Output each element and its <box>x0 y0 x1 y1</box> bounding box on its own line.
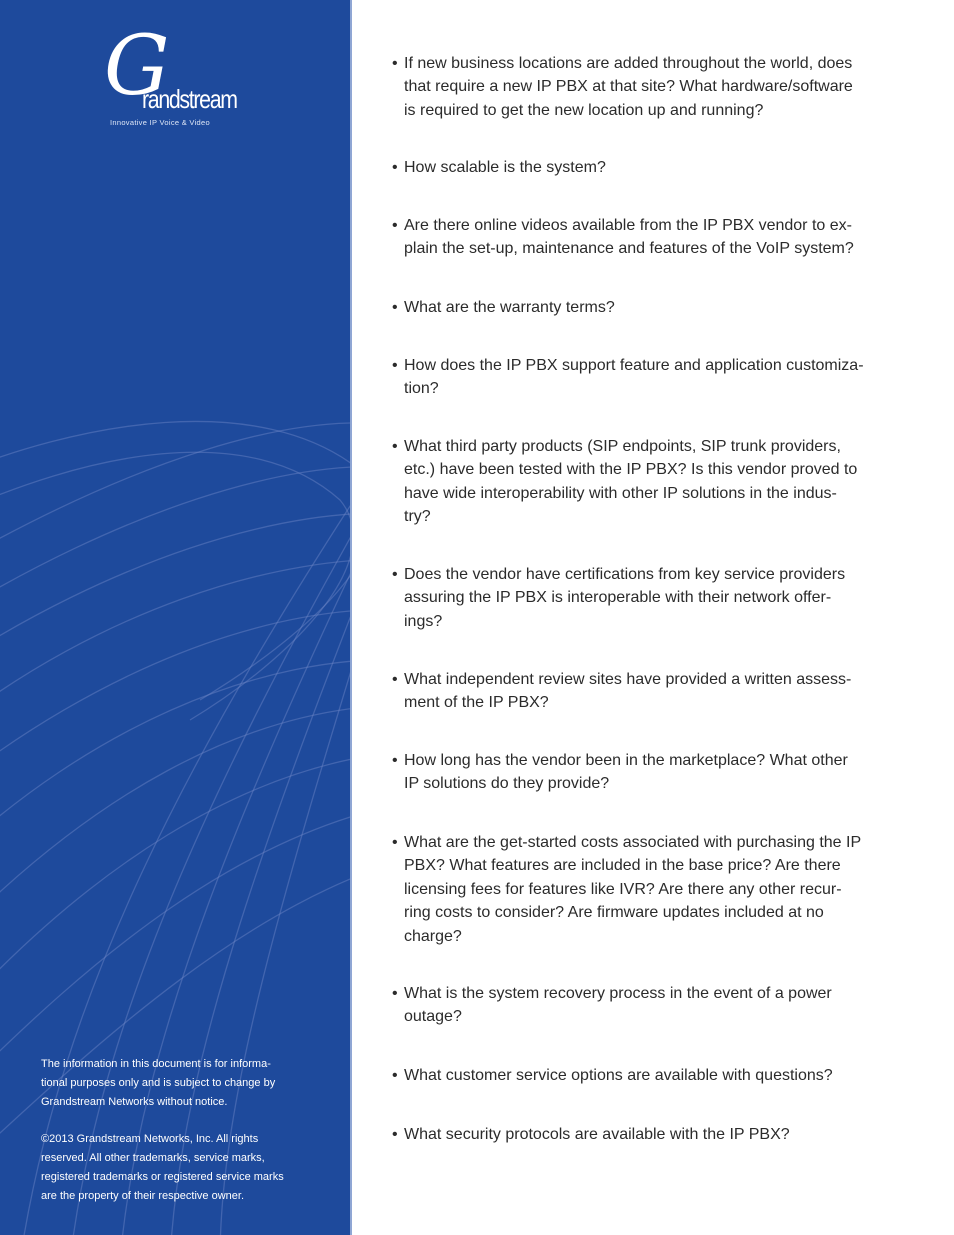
question-text: How long has the vendor been in the marketplace? What other IP solutions do they provide? <box>404 752 848 793</box>
question-item <box>392 435 902 529</box>
question-item <box>392 1123 902 1146</box>
question-text: What is the system recovery process in the event of a power outage? <box>404 985 832 1026</box>
bullet: • <box>392 55 398 72</box>
question-item <box>392 1064 902 1087</box>
disclaimer <box>41 1055 299 1206</box>
disclaimer-info: The information in this document is for informa- tional purposes only and is subject to change by Grandstream Networks without notice. <box>41 1058 276 1108</box>
question-item <box>392 52 902 122</box>
bullet: • <box>392 357 398 374</box>
question-item <box>392 296 902 319</box>
disclaimer-copyright: ©2013 Grandstream Networks, Inc. All rights reserved. All other trademarks, service marks, registered trademarks or registered service marks are the property of their respective owner. <box>41 1133 284 1202</box>
question-text: What are the get-started costs associated with purchasing the IP PBX? What features are included in the base price? Are there licensing fees for features like IVR? Are there any other recur- ring costs to consider? Are firmware updates included at no charge? <box>404 834 862 945</box>
question-item <box>392 749 902 796</box>
grandstream-logo <box>104 19 237 130</box>
bullet: • <box>392 1126 398 1143</box>
bullet: • <box>392 985 398 1002</box>
question-text: What customer service options are available with questions? <box>404 1067 833 1084</box>
logo-letter: G <box>104 19 170 114</box>
question-text: Does the vendor have certifications from key service providers assuring the IP PBX is interoperable with their network offer- ings? <box>404 566 846 630</box>
question-item <box>392 831 902 948</box>
bullet: • <box>392 1067 398 1084</box>
question-item <box>392 668 902 715</box>
question-item <box>392 156 902 179</box>
bullet: • <box>392 834 398 851</box>
question-item <box>392 214 902 261</box>
wave-pattern <box>0 0 350 1235</box>
question-text: If new business locations are added throughout the world, does that require a new IP PBX at that site? What hardware/software is required to get the new location up and running? <box>404 55 853 119</box>
question-text: How does the IP PBX support feature and application customiza- tion? <box>404 357 864 398</box>
bullet: • <box>392 438 398 455</box>
bullet: • <box>392 217 398 234</box>
question-text: What security protocols are available with the IP PBX? <box>404 1126 790 1143</box>
sidebar-divider <box>350 0 352 1235</box>
bullet: • <box>392 752 398 769</box>
logo-tagline: Innovative IP Voice & Video <box>110 118 210 127</box>
question-text: What independent review sites have provided a written assess- ment of the IP PBX? <box>404 671 852 712</box>
question-text: Are there online videos available from the IP PBX vendor to ex- plain the set-up, maintenance and features of the VoIP system? <box>404 217 854 258</box>
question-text: What are the warranty terms? <box>404 299 615 316</box>
question-text: How scalable is the system? <box>404 159 606 176</box>
question-item <box>392 563 902 633</box>
sidebar-panel <box>0 0 350 1235</box>
bullet: • <box>392 566 398 583</box>
bullet: • <box>392 159 398 176</box>
question-item <box>392 982 902 1029</box>
logo-wordmark: randstream <box>142 84 237 114</box>
question-item <box>392 354 902 401</box>
bullet: • <box>392 299 398 316</box>
bullet: • <box>392 671 398 688</box>
question-text: What third party products (SIP endpoints, SIP trunk providers, etc.) have been tested with the IP PBX? Is this vendor proved to have wide interoperability with other IP solutions in the indus- try? <box>404 438 858 526</box>
